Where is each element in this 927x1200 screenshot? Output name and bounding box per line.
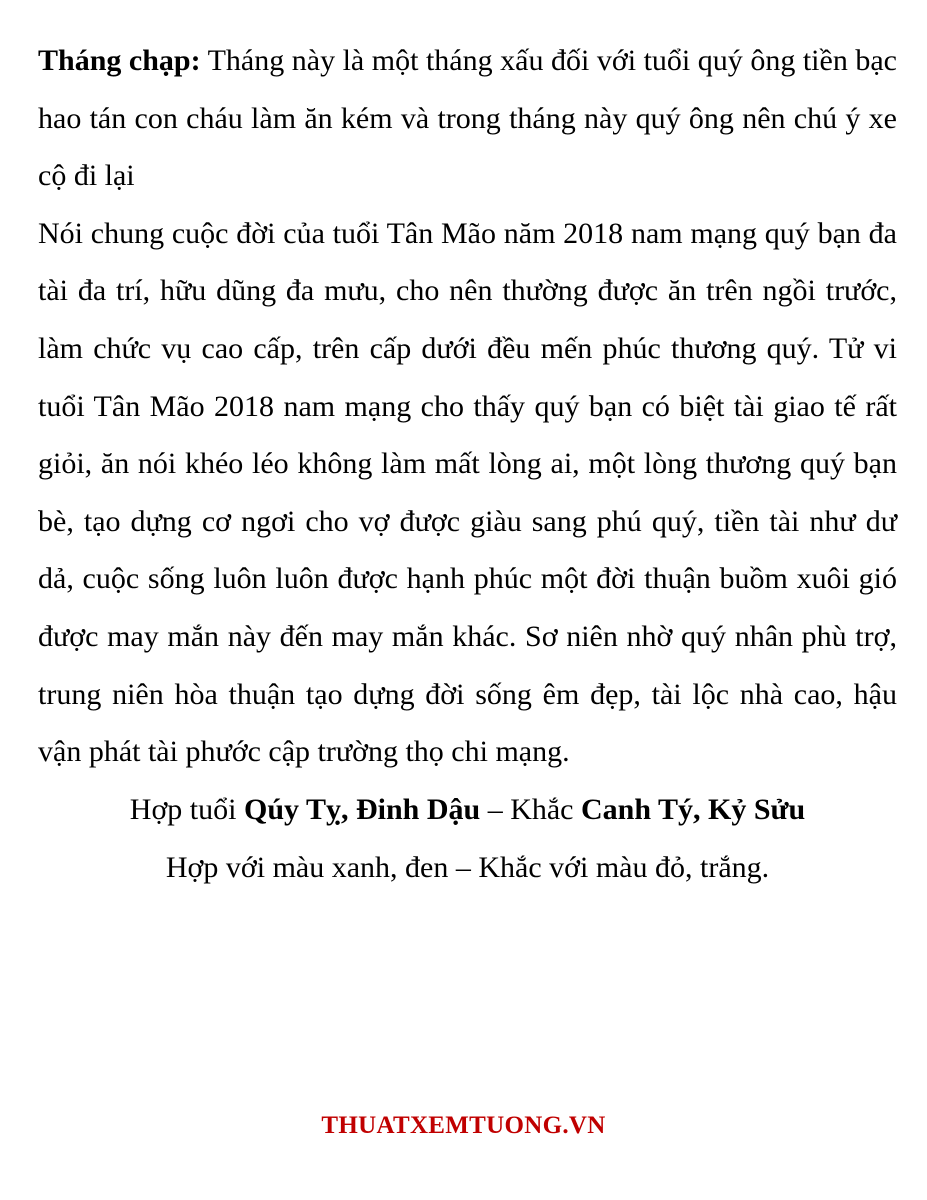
- paragraph-month-12: [38, 32, 897, 205]
- site-name: THUATXEMTUONG.VN: [321, 1112, 606, 1139]
- paragraph-text: Tháng này là một tháng xấu đối với tuổi quý ông tiền bạc hao tán con cháu làm ăn kém và trong tháng này quý ông nên chú ý xe cộ đi lại: [38, 44, 897, 193]
- document-body: [38, 32, 897, 897]
- color-line: Hợp với màu xanh, đen – Khắc với màu đỏ, trắng.: [165, 850, 770, 884]
- compat-separator: – Khắc: [480, 792, 581, 826]
- compatible-ages: Qúy Tỵ, Đinh Dậu: [243, 792, 481, 826]
- paragraph-summary: Nói chung cuộc đời của tuổi Tân Mão năm 2018 nam mạng quý bạn đa tài đa trí, hữu dũng đa mưu, cho nên thường được ăn trên ngồi trước, làm chức vụ cao cấp, trên cấp dưới đều mến phúc thương quý. Tử vi tuổi Tân Mão 2018 nam mạng cho thấy quý bạn có biệt tài giao tế rất giỏi, ăn nói khéo léo không làm mất lòng ai, một lòng thương quý bạn bè, tạo dựng cơ ngơi cho vợ được giàu sang phú quý, tiền tài như dư dả, cuộc sống luôn luôn được hạnh phúc một đời thuận buồm xuôi gió được may mắn này đến may mắn khác. Sơ niên nhờ quý nhân phù trợ, trung niên hòa thuận tạo dựng đời sống êm đẹp, tài lộc nhà cao, hậu vận phát tài phước cập trường thọ chi mạng.: [38, 216, 897, 769]
- compat-prefix: Hợp tuổi: [129, 792, 244, 826]
- incompatible-ages: Canh Tý, Kỷ Sửu: [581, 792, 806, 826]
- paragraph-lead: Tháng chạp:: [38, 44, 201, 77]
- compatibility-line: [38, 781, 897, 839]
